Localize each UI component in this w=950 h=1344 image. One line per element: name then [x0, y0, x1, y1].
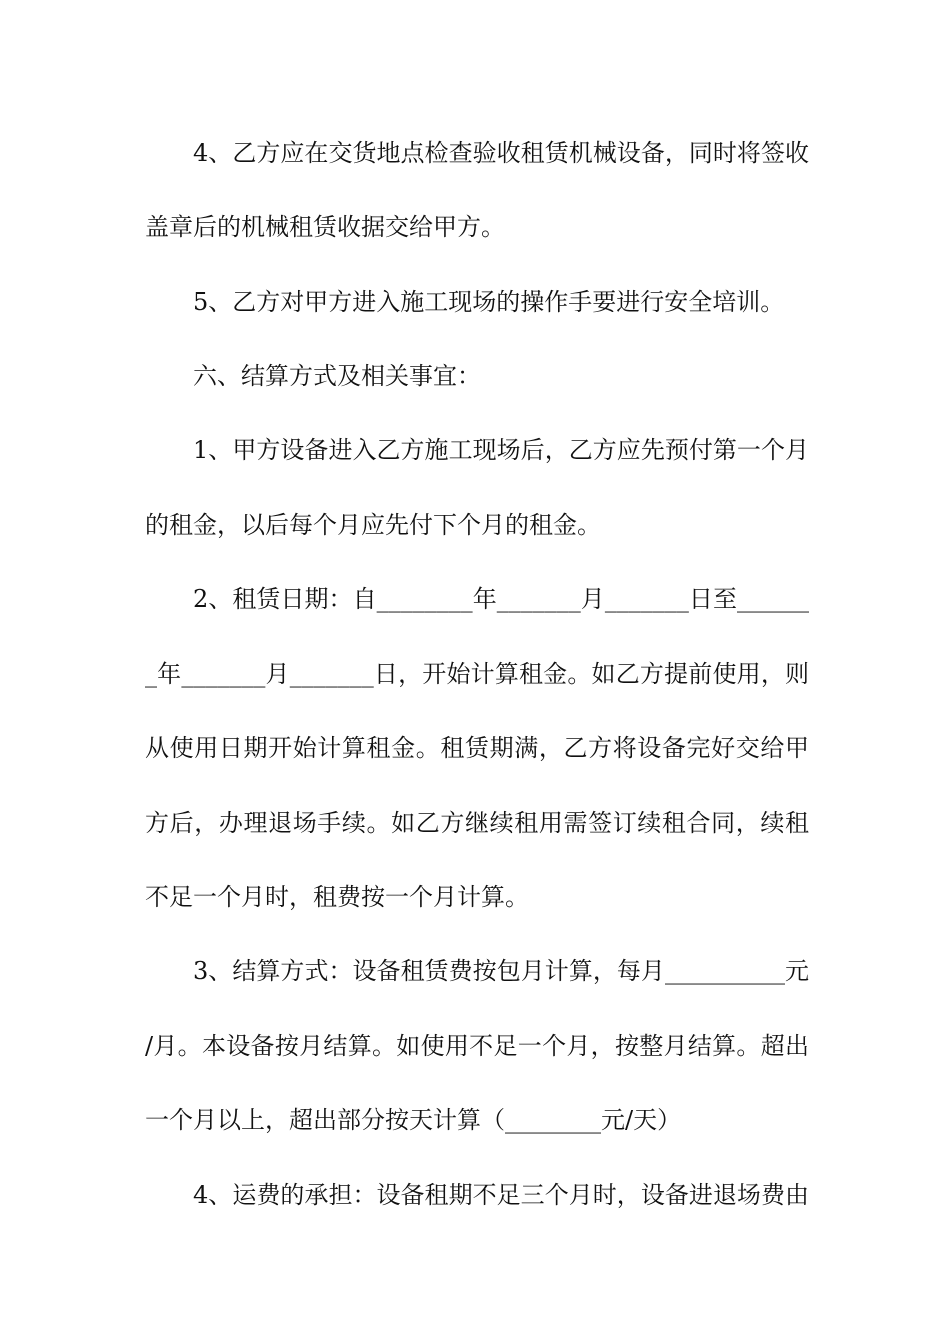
- text-line: /月。本设备按月结算。如使用不足一个月，按整月结算。超出: [145, 1032, 809, 1060]
- text-line: 方后，办理退场手续。如乙方继续租用需签订续租合同，续租: [145, 809, 809, 837]
- section-heading: 六、结算方式及相关事宜：: [193, 362, 481, 390]
- text-line: 4、运费的承担：设备租期不足三个月时，设备进退场费由: [193, 1181, 809, 1209]
- text-line: _年_______月_______日，开始计算租金。如乙方提前使用，则: [145, 660, 809, 688]
- text-line: 盖章后的机械租赁收据交给甲方。: [145, 213, 505, 241]
- text-line: 的租金，以后每个月应先付下个月的租金。: [145, 511, 601, 539]
- text-line: 一个月以上，超出部分按天计算（________元/天）: [145, 1106, 682, 1134]
- text-line: 4、乙方应在交货地点检查验收租赁机械设备，同时将签收: [193, 139, 809, 167]
- text-line: 3、结算方式：设备租赁费按包月计算，每月__________元: [193, 957, 809, 985]
- text-line: 从使用日期开始计算租金。租赁期满，乙方将设备完好交给甲: [145, 734, 809, 762]
- text-line: 1、甲方设备进入乙方施工现场后，乙方应先预付第一个月: [193, 436, 809, 464]
- text-line: 不足一个月时，租费按一个月计算。: [145, 883, 529, 911]
- text-line: 2、租赁日期：自________年_______月_______日至______: [193, 585, 809, 613]
- text-line: 5、乙方对甲方进入施工现场的操作手要进行安全培训。: [193, 288, 785, 316]
